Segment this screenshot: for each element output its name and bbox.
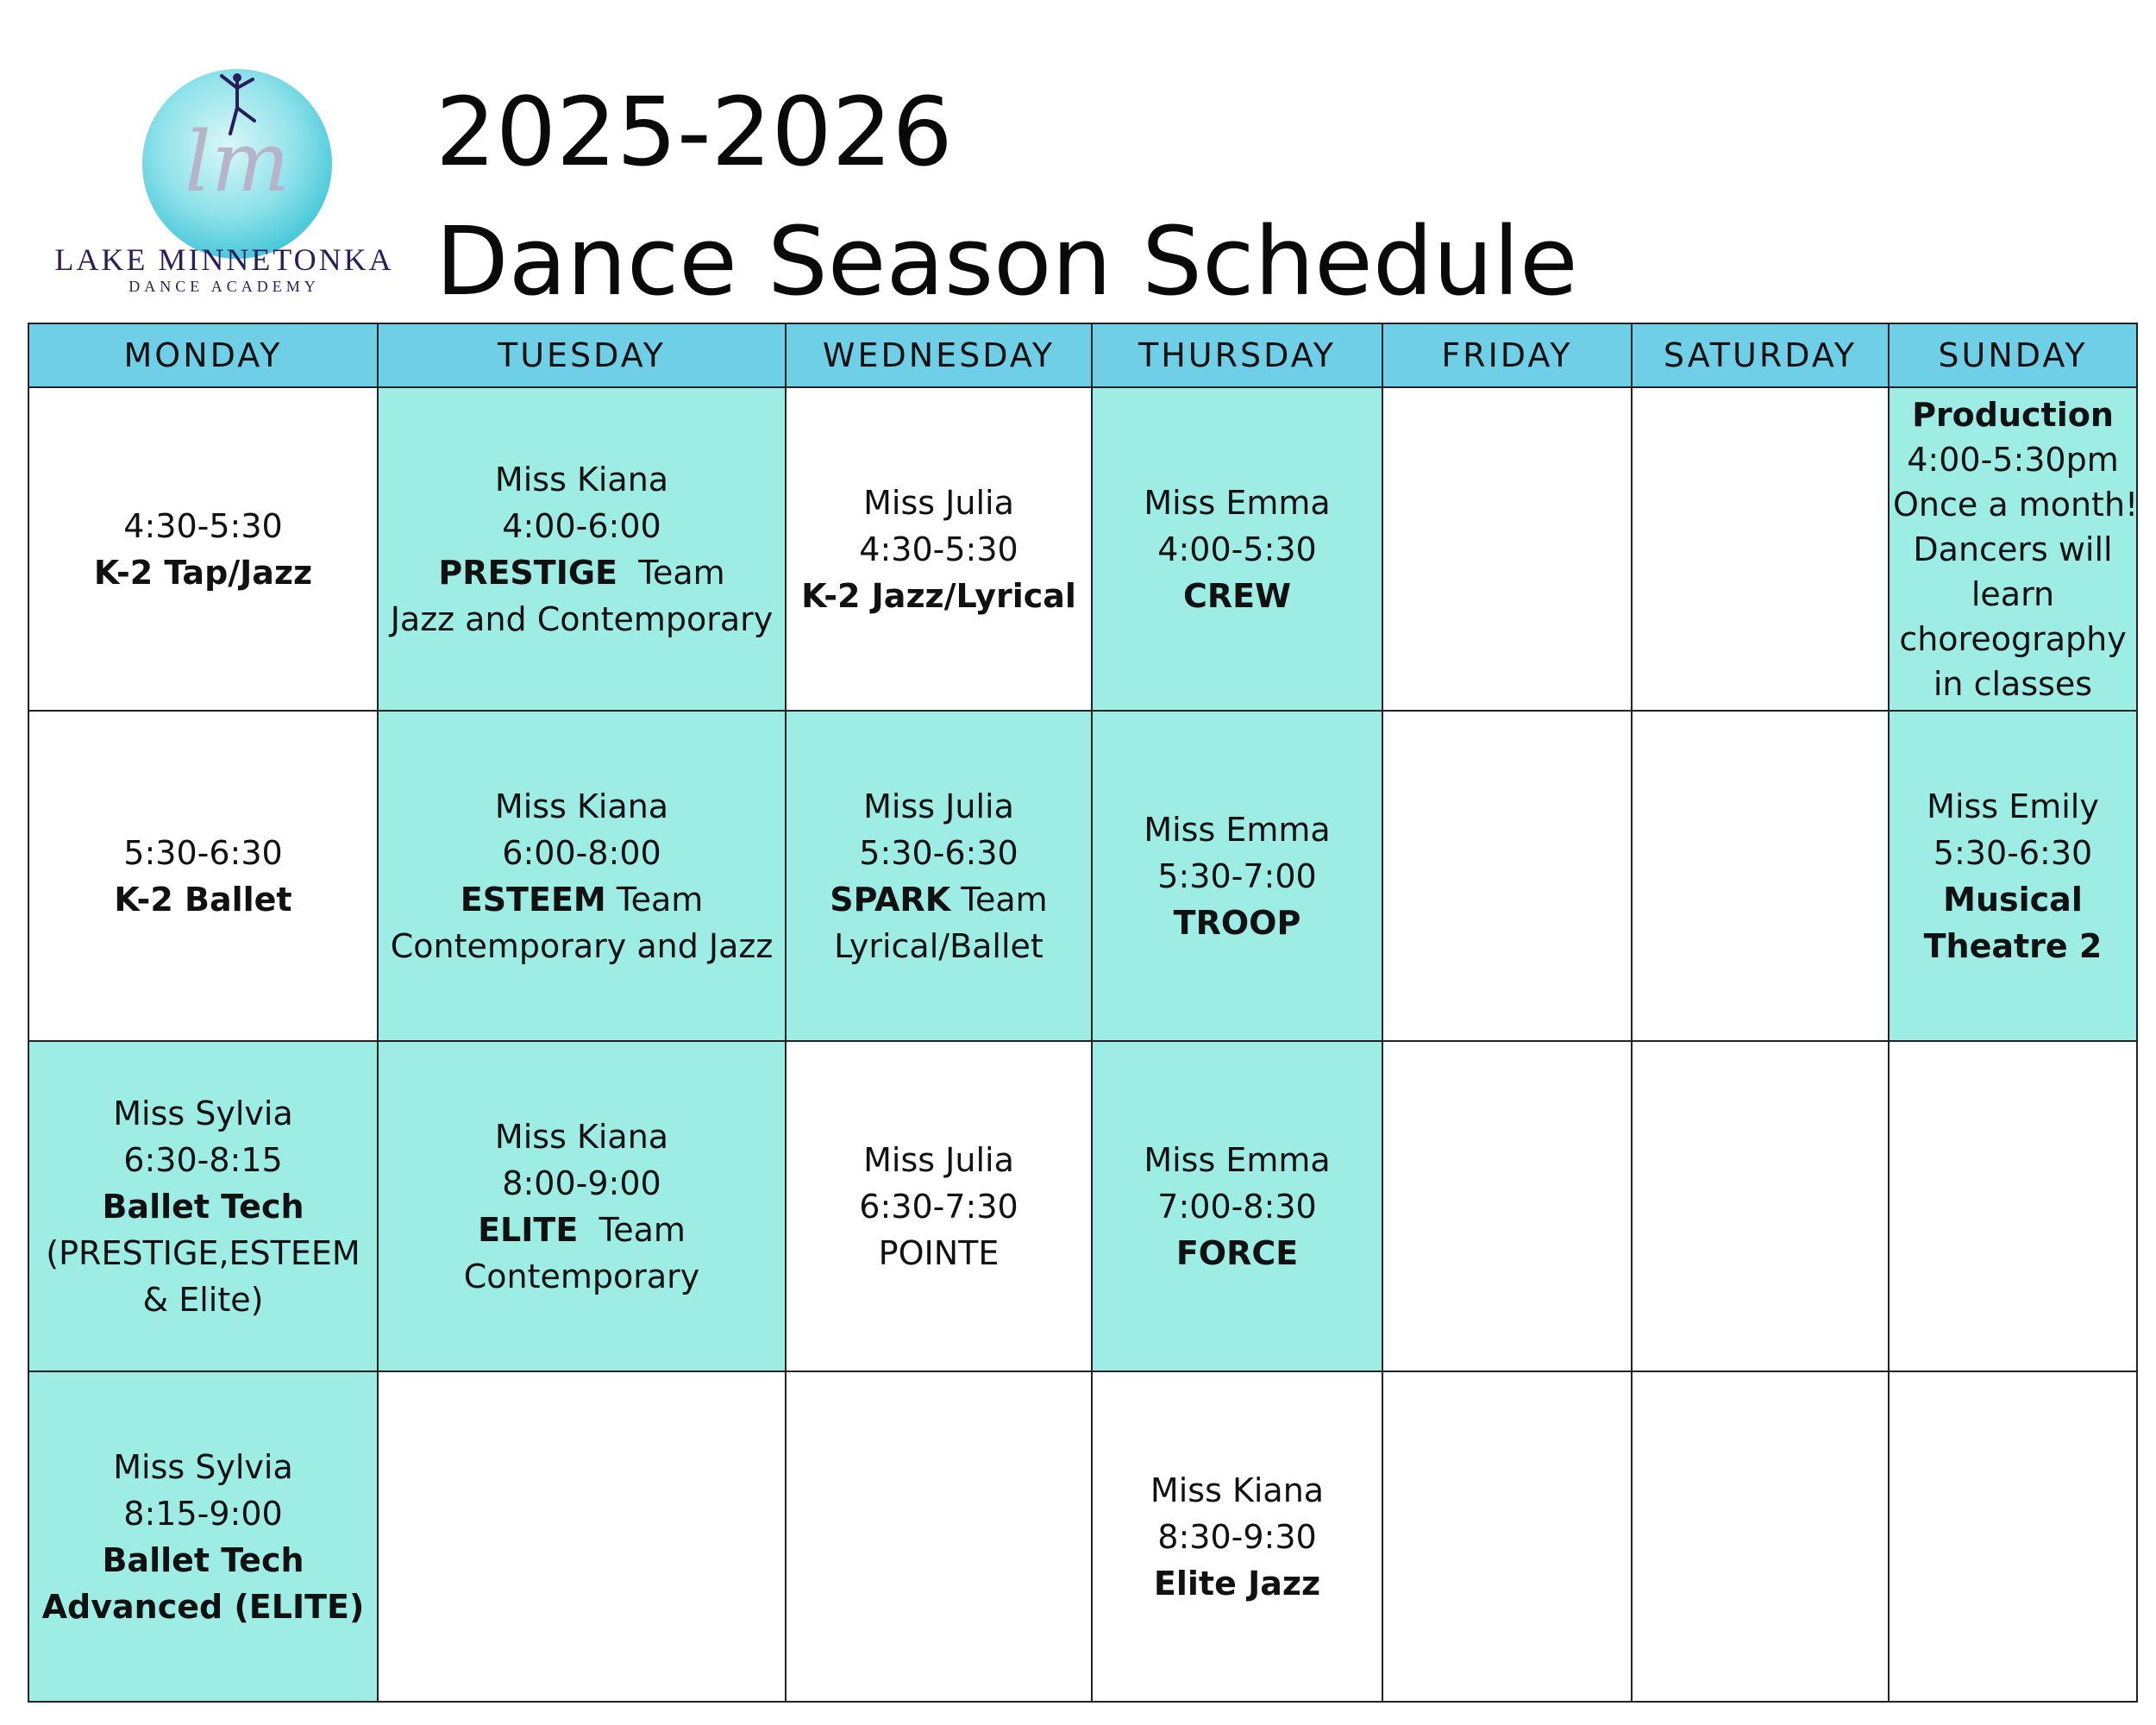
class-name: K-2 Jazz/Lyrical [801,576,1076,615]
class-name: Ballet Tech [102,1187,304,1226]
class-note: (PRESTIGE,ESTEEM & Elite) [46,1233,360,1319]
class-cell-tuesday [378,711,786,1041]
class-teacher: Miss Julia [863,483,1014,522]
season-years: 2025-2026 [436,77,953,187]
empty-cell-saturday [1632,711,1889,1041]
class-teacher: Miss Julia [863,787,1014,825]
team-suffix: Team [599,1210,686,1249]
team-suffix: Team [616,880,704,919]
empty-cell-wednesday [786,1371,1092,1702]
class-cell-wednesday [786,1041,1092,1371]
class-team-line [382,549,781,596]
empty-cell-sunday [1889,1041,2137,1371]
class-teacher: Miss Emma [1144,1140,1331,1179]
class-time: 6:00-8:00 [502,833,661,872]
team-name: SPARK [830,880,951,919]
class-name: CREW [1182,576,1292,615]
class-time: 4:30-5:30 [859,530,1018,568]
class-name: FORCE [1175,1233,1299,1272]
class-time: 8:30-9:30 [1157,1517,1317,1556]
empty-cell-saturday [1632,1041,1889,1371]
class-name: Elite Jazz [1153,1564,1321,1603]
class-time: 8:00-9:00 [502,1164,661,1202]
logo-name: LAKE MINNETONKA [54,242,394,277]
day-header-monday: MONDAY [28,323,378,387]
page-title [436,67,1578,326]
team-name: ESTEEM [460,880,606,919]
empty-cell-sunday [1889,1371,2137,1702]
class-cell-monday [28,711,378,1041]
class-team-line [382,876,781,923]
day-header-thursday: THURSDAY [1092,323,1382,387]
day-header-row [28,323,2137,387]
class-cell-monday [28,1041,378,1371]
class-style: Contemporary and Jazz [390,926,774,965]
empty-cell-saturday [1632,387,1889,711]
class-time: 6:30-8:15 [123,1140,283,1179]
class-teacher: Miss Emma [1144,483,1331,522]
class-time: 4:00-5:30pm [1907,440,2119,479]
class-cell-thursday [1092,711,1382,1041]
class-teacher: Miss Kiana [494,787,669,825]
class-time: 4:30-5:30 [123,506,283,545]
schedule-row [28,1041,2137,1371]
class-name: K-2 Ballet [114,880,292,919]
class-name: Production [1912,395,2114,434]
schedule-row [28,1371,2137,1702]
class-cell-wednesday [786,387,1092,711]
class-cell-wednesday [786,711,1092,1041]
empty-cell-friday [1382,1371,1632,1702]
class-cell-sunday [1889,387,2137,711]
day-header-wednesday: WEDNESDAY [786,323,1092,387]
class-teacher: Miss Julia [863,1140,1014,1179]
class-cell-thursday [1092,1371,1382,1702]
class-time: 8:15-9:00 [123,1494,283,1533]
day-header-tuesday: TUESDAY [378,323,786,387]
empty-cell-friday [1382,387,1632,711]
schedule-table [28,323,2138,1703]
class-cell-tuesday [378,1041,786,1371]
day-header-friday: FRIDAY [1382,323,1632,387]
academy-logo [34,60,414,310]
class-teacher: Miss Emily [1927,787,2099,825]
class-teacher: Miss Kiana [494,460,669,499]
logo-subtitle: DANCE ACADEMY [128,278,320,295]
schedule-row [28,711,2137,1041]
class-time: 7:00-8:30 [1157,1187,1317,1226]
day-header-sunday: SUNDAY [1889,323,2137,387]
class-time: 5:30-6:30 [123,833,283,872]
class-team-line [382,1207,781,1253]
class-teacher: Miss Kiana [1150,1471,1325,1509]
class-name: Ballet Tech Advanced (ELITE) [41,1540,365,1626]
schedule-heading: Dance Season Schedule [436,206,1578,317]
class-name: K-2 Tap/Jazz [93,553,313,592]
schedule-row [28,387,2137,711]
class-name: Musical Theatre 2 [1923,880,2103,965]
class-teacher: Miss Emma [1144,810,1331,849]
class-time: 6:30-7:30 [859,1187,1018,1226]
class-note: Once a month! [1893,485,2139,524]
class-teacher: Miss Sylvia [113,1447,293,1486]
class-time: 5:30-6:30 [859,833,1018,872]
class-team-line [790,876,1087,923]
empty-cell-tuesday [378,1371,786,1702]
class-cell-tuesday [378,387,786,711]
empty-cell-friday [1382,711,1632,1041]
team-suffix: Team [638,553,725,592]
logo-monogram: lm [185,114,290,210]
class-time: 5:30-7:00 [1157,856,1317,895]
class-cell-monday [28,387,378,711]
class-cell-monday [28,1371,378,1702]
class-style: Contemporary [463,1257,700,1295]
team-name: ELITE [478,1210,579,1249]
class-style: Jazz and Contemporary [390,599,774,638]
empty-cell-friday [1382,1041,1632,1371]
class-cell-thursday [1092,387,1382,711]
class-note: Dancers will learn choreography in classes [1899,530,2127,703]
day-header-saturday: SATURDAY [1632,323,1889,387]
team-name: PRESTIGE [438,553,618,592]
team-suffix: Team [961,880,1048,919]
class-time: 5:30-6:30 [1933,833,2093,872]
class-time: 4:00-5:30 [1157,530,1317,568]
empty-cell-saturday [1632,1371,1889,1702]
class-cell-thursday [1092,1041,1382,1371]
class-teacher: Miss Sylvia [113,1094,293,1132]
class-name: TROOP [1173,903,1301,942]
class-name: POINTE [878,1233,1000,1272]
class-teacher: Miss Kiana [494,1117,669,1156]
class-time: 4:00-6:00 [502,506,661,545]
class-style: Lyrical/Ballet [834,926,1044,965]
class-cell-sunday [1889,711,2137,1041]
